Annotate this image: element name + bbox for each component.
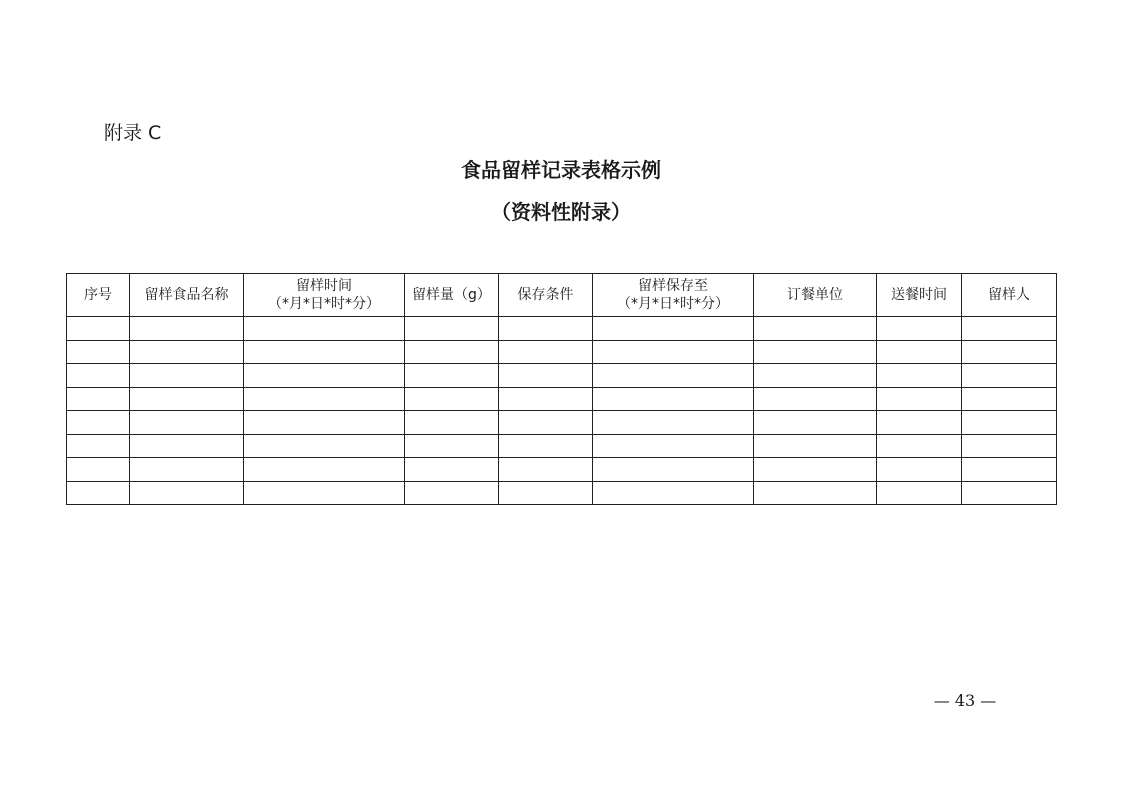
table-cell	[754, 317, 877, 341]
header-text-format: （*月*日*时*分）	[268, 296, 380, 312]
table-cell	[405, 317, 499, 341]
table-cell	[962, 340, 1057, 364]
header-sample-time	[244, 274, 405, 317]
table-cell	[67, 387, 130, 411]
table-cell	[962, 387, 1057, 411]
table-cell	[499, 458, 593, 482]
header-ordering-unit	[754, 274, 877, 317]
table-cell	[754, 340, 877, 364]
table-cell	[130, 434, 244, 458]
table-cell	[877, 387, 962, 411]
header-text: 留样量（g）	[412, 287, 491, 303]
table-cell	[499, 434, 593, 458]
table-cell	[754, 387, 877, 411]
table-cell	[593, 387, 754, 411]
document-subtitle: （资料性附录）	[491, 200, 631, 224]
table-cell	[405, 458, 499, 482]
table-cell	[499, 364, 593, 388]
table-cell	[130, 364, 244, 388]
table-cell	[962, 317, 1057, 341]
food-sample-record-table	[66, 273, 1057, 505]
table-cell	[130, 458, 244, 482]
table-cell	[244, 364, 405, 388]
table-cell	[67, 364, 130, 388]
table-cell	[877, 434, 962, 458]
table-row	[67, 481, 1057, 505]
table-body	[67, 317, 1057, 505]
table-cell	[67, 340, 130, 364]
table-row	[67, 411, 1057, 435]
table-cell	[130, 340, 244, 364]
table-cell	[244, 434, 405, 458]
table-cell	[405, 434, 499, 458]
table-cell	[499, 387, 593, 411]
table-row	[67, 340, 1057, 364]
table-cell	[405, 387, 499, 411]
table-cell	[67, 434, 130, 458]
table-cell	[962, 364, 1057, 388]
table-cell	[67, 458, 130, 482]
table-cell	[754, 434, 877, 458]
table-cell	[962, 481, 1057, 505]
appendix-label: 附录 C	[104, 122, 162, 144]
table-cell	[593, 481, 754, 505]
header-text: 留样食品名称	[144, 287, 229, 303]
table-cell	[593, 411, 754, 435]
header-text: 保存条件	[517, 287, 574, 303]
table-cell	[754, 481, 877, 505]
table-row	[67, 458, 1057, 482]
table-cell	[877, 458, 962, 482]
table-row	[67, 364, 1057, 388]
table-row	[67, 387, 1057, 411]
header-storage-conditions	[499, 274, 593, 317]
header-delivery-time	[877, 274, 962, 317]
header-sample-food-name	[130, 274, 244, 317]
table-cell	[405, 481, 499, 505]
header-text: 留样保存至	[638, 278, 708, 294]
page-number: — 43 —	[933, 691, 997, 710]
document-title: 食品留样记录表格示例	[461, 158, 661, 182]
table-cell	[593, 317, 754, 341]
header-serial-number	[67, 274, 130, 317]
table-cell	[244, 317, 405, 341]
table-cell	[244, 458, 405, 482]
table-cell	[244, 411, 405, 435]
table-cell	[130, 317, 244, 341]
table-cell	[499, 411, 593, 435]
table-cell	[754, 364, 877, 388]
table-cell	[593, 364, 754, 388]
header-sample-quantity	[405, 274, 499, 317]
table-cell	[130, 481, 244, 505]
table-cell	[877, 340, 962, 364]
table-cell	[244, 481, 405, 505]
table-cell	[962, 411, 1057, 435]
table-cell	[593, 434, 754, 458]
header-text: 送餐时间	[891, 287, 947, 303]
table-cell	[405, 340, 499, 364]
table-cell	[877, 481, 962, 505]
table-cell	[130, 387, 244, 411]
table-cell	[754, 411, 877, 435]
table-cell	[754, 458, 877, 482]
header-sampler	[962, 274, 1057, 317]
table-cell	[877, 317, 962, 341]
table-cell	[593, 458, 754, 482]
table-cell	[499, 340, 593, 364]
table-row	[67, 317, 1057, 341]
header-text: 序号	[84, 287, 112, 303]
header-text-format: （*月*日*时*分）	[617, 296, 729, 312]
header-retain-until	[593, 274, 754, 317]
header-text: 留样人	[988, 287, 1030, 303]
table-cell	[67, 317, 130, 341]
table-cell	[962, 458, 1057, 482]
table-cell	[244, 387, 405, 411]
header-text: 订餐单位	[787, 287, 843, 303]
table-cell	[67, 411, 130, 435]
table-cell	[962, 434, 1057, 458]
table-cell	[405, 411, 499, 435]
table-cell	[67, 481, 130, 505]
header-text: 留样时间	[296, 278, 352, 294]
table-cell	[499, 317, 593, 341]
table-cell	[877, 411, 962, 435]
table-cell	[130, 411, 244, 435]
table-cell	[405, 364, 499, 388]
table-cell	[499, 481, 593, 505]
table-header-row	[67, 274, 1057, 317]
table-row	[67, 434, 1057, 458]
table-cell	[877, 364, 962, 388]
table-cell	[593, 340, 754, 364]
table-cell	[244, 340, 405, 364]
